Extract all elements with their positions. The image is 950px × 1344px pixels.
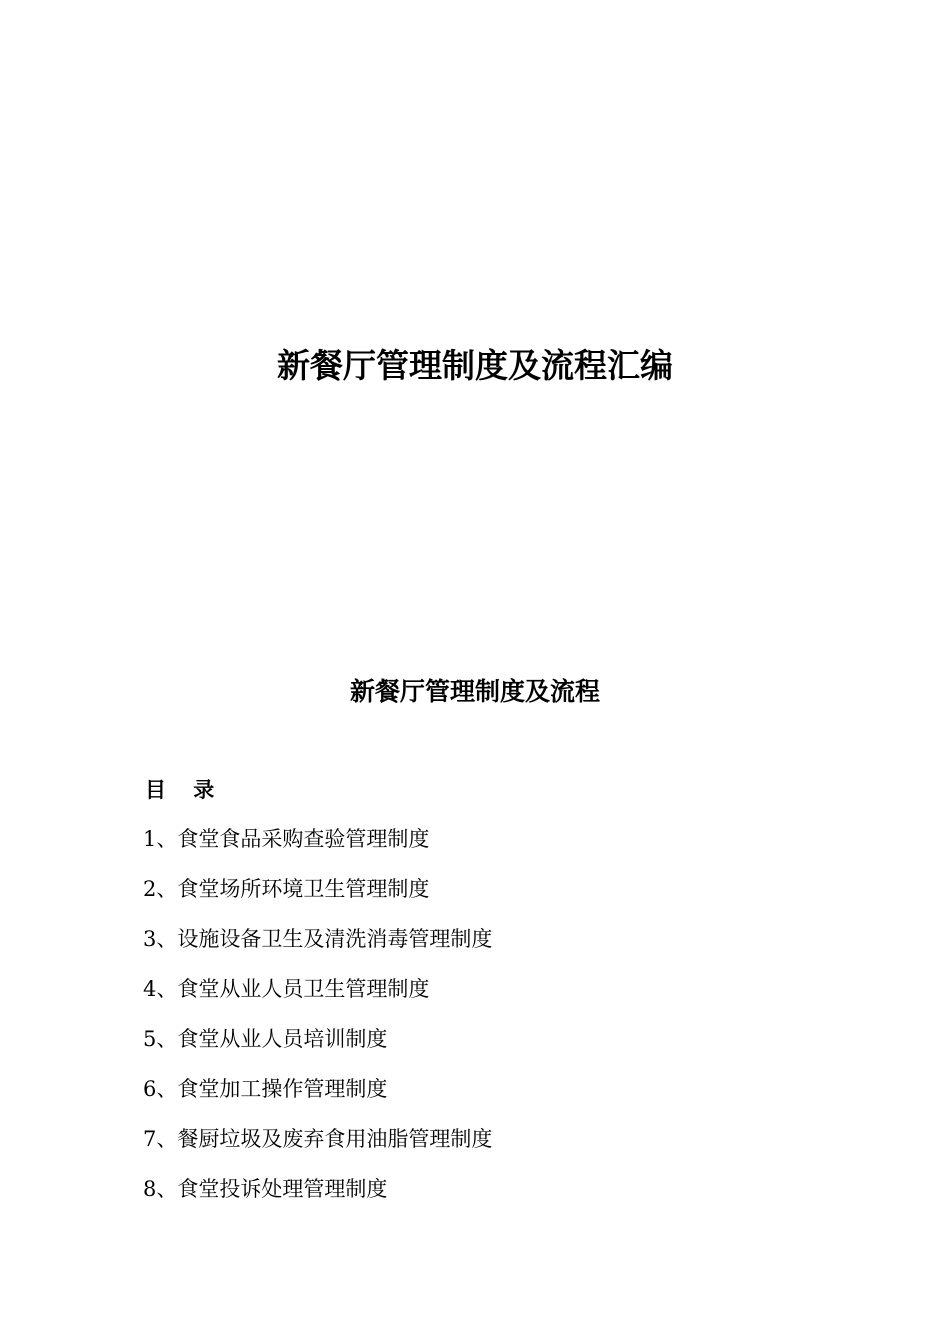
toc-item: 5、食堂从业人员培训制度 — [143, 1027, 388, 1051]
toc-heading: 目 录 — [145, 778, 225, 802]
toc-item: 7、餐厨垃圾及废弃食用油脂管理制度 — [143, 1127, 493, 1151]
toc-list — [143, 822, 492, 1222]
toc-item: 1、食堂食品采购查验管理制度 — [143, 827, 430, 851]
toc-item: 4、食堂从业人员卫生管理制度 — [143, 977, 430, 1001]
document-sub-title: 新餐厅管理制度及流程 — [349, 677, 600, 706]
toc-item: 6、食堂加工操作管理制度 — [143, 1077, 388, 1101]
toc-item: 3、设施设备卫生及清洗消毒管理制度 — [143, 927, 493, 951]
toc-item: 8、食堂投诉处理管理制度 — [143, 1177, 388, 1201]
toc-item: 2、食堂场所环境卫生管理制度 — [143, 877, 430, 901]
document-main-title: 新餐厅管理制度及流程汇编 — [277, 346, 673, 385]
